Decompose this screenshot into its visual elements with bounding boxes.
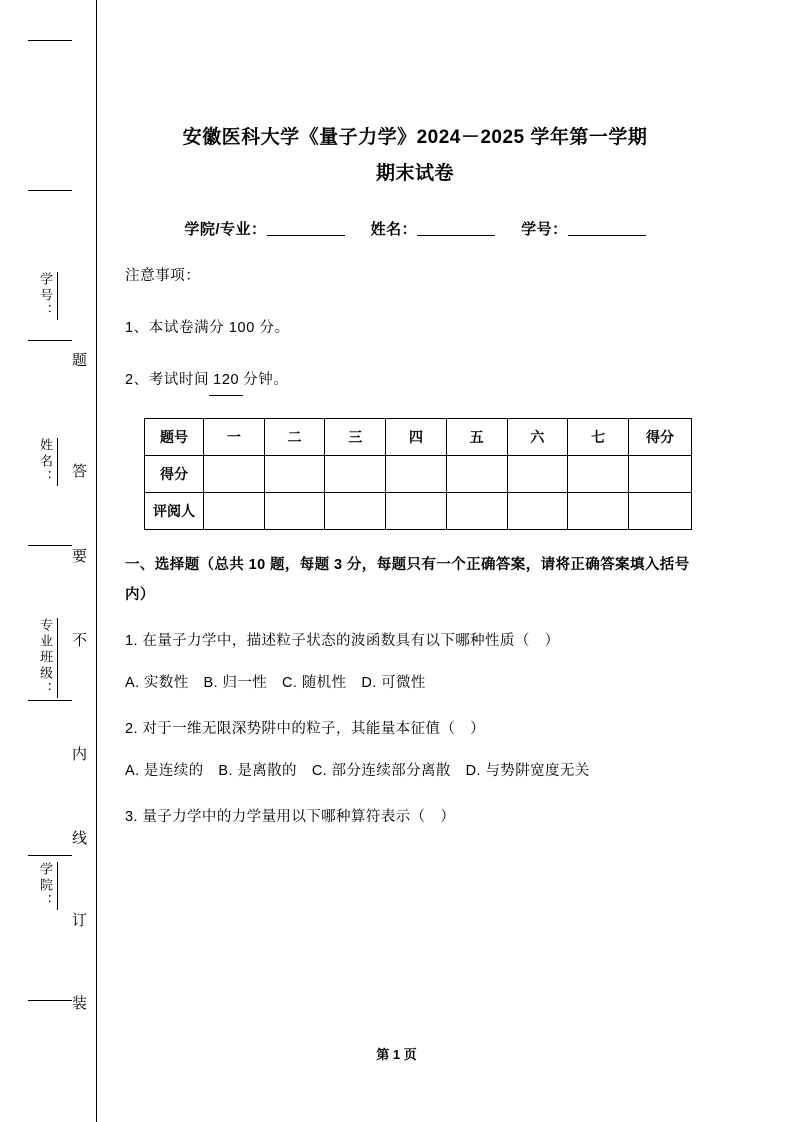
sidebar-char-2: 要 <box>70 548 87 563</box>
title-line-2: 期末试卷 <box>375 163 454 184</box>
sealing-vertical-line <box>96 0 97 1122</box>
student-id-blank[interactable] <box>568 221 646 236</box>
score-table-row-header: 题号 <box>145 419 204 456</box>
score-table-cell[interactable] <box>507 456 568 493</box>
score-table-row-header: 评阅人 <box>145 493 204 530</box>
score-table-cell[interactable] <box>325 456 386 493</box>
score-table-cell[interactable] <box>446 456 507 493</box>
score-table-cell: 六 <box>507 419 568 456</box>
table-row <box>145 493 692 530</box>
score-table-cell[interactable] <box>386 493 447 530</box>
sidebar-char-5: 线 <box>70 830 87 845</box>
score-table-cell[interactable] <box>325 493 386 530</box>
score-table-cell[interactable] <box>204 456 265 493</box>
page-footer: 第 1 页 <box>376 1047 417 1062</box>
score-table-cell[interactable] <box>568 456 629 493</box>
note-2-suffix: 分钟。 <box>243 372 289 388</box>
name-blank[interactable] <box>417 221 495 236</box>
question-2-stem: 2. 对于一维无限深势阱中的粒子，其能量本征值（ ） <box>125 721 486 737</box>
score-table-cell: 五 <box>446 419 507 456</box>
score-table-cell[interactable] <box>629 493 692 530</box>
name-label: 姓名： <box>370 221 418 238</box>
sidebar-label-college: 学院： <box>36 862 58 910</box>
sidebar-char-0: 题 <box>70 352 87 367</box>
sidebar-label-class: 专业班级： <box>36 618 58 698</box>
score-table-cell: 三 <box>325 419 386 456</box>
college-major-label: 学院/专业： <box>184 221 267 238</box>
score-table-cell[interactable] <box>386 456 447 493</box>
score-table-cell[interactable] <box>629 456 692 493</box>
note-1: 1、本试卷满分 100 分。 <box>125 320 290 336</box>
student-info-fields <box>125 218 705 239</box>
college-major-blank[interactable] <box>267 221 345 236</box>
sidebar-char-1: 答 <box>70 463 87 478</box>
question-3-stem: 3. 量子力学中的力学量用以下哪种算符表示（ ） <box>125 809 456 825</box>
sidebar-char-4: 内 <box>70 746 87 761</box>
note-2-prefix: 2、考试时间 <box>125 372 210 388</box>
note-2 <box>125 365 705 396</box>
sidebar-label-student-id: 学号： <box>36 272 58 320</box>
score-table-cell: 得分 <box>629 419 692 456</box>
notes-heading: 注意事项： <box>125 268 201 284</box>
score-table-cell[interactable] <box>446 493 507 530</box>
score-table-cell: 七 <box>568 419 629 456</box>
table-row <box>145 456 692 493</box>
section-heading: 一、选择题（总共 10 题，每题 3 分，每题只有一个正确答案，请将正确答案填入括号内） <box>125 557 690 603</box>
score-table-cell: 一 <box>204 419 265 456</box>
score-table-cell[interactable] <box>568 493 629 530</box>
score-table-cell[interactable] <box>507 493 568 530</box>
title-line-1: 安徽医科大学《量子力学》2024－2025 学年第一学期 <box>182 127 648 148</box>
score-table-cell[interactable] <box>204 493 265 530</box>
score-table-cell[interactable] <box>264 493 325 530</box>
sidebar-char-6: 订 <box>70 912 87 927</box>
question-1-options: A. 实数性 B. 归一性 C. 随机性 D. 可微性 <box>125 675 426 691</box>
note-2-duration: 120 <box>209 365 243 396</box>
question-2-options: A. 是连续的 B. 是离散的 C. 部分连续部分离散 D. 与势阱宽度无关 <box>125 763 590 779</box>
document-body <box>125 0 705 832</box>
question-1-stem: 1. 在量子力学中，描述粒子状态的波函数具有以下哪种性质（ ） <box>125 633 560 649</box>
sidebar-char-3: 不 <box>70 632 87 647</box>
sidebar-label-name: 姓名： <box>36 438 58 486</box>
page-title <box>125 120 705 192</box>
score-table-cell[interactable] <box>264 456 325 493</box>
student-id-label: 学号： <box>521 221 568 238</box>
score-table-cell: 四 <box>386 419 447 456</box>
score-table-cell: 二 <box>264 419 325 456</box>
table-row <box>145 419 692 456</box>
score-table-row-header: 得分 <box>145 456 204 493</box>
score-table <box>144 418 692 530</box>
sidebar-char-7: 装 <box>70 995 87 1010</box>
